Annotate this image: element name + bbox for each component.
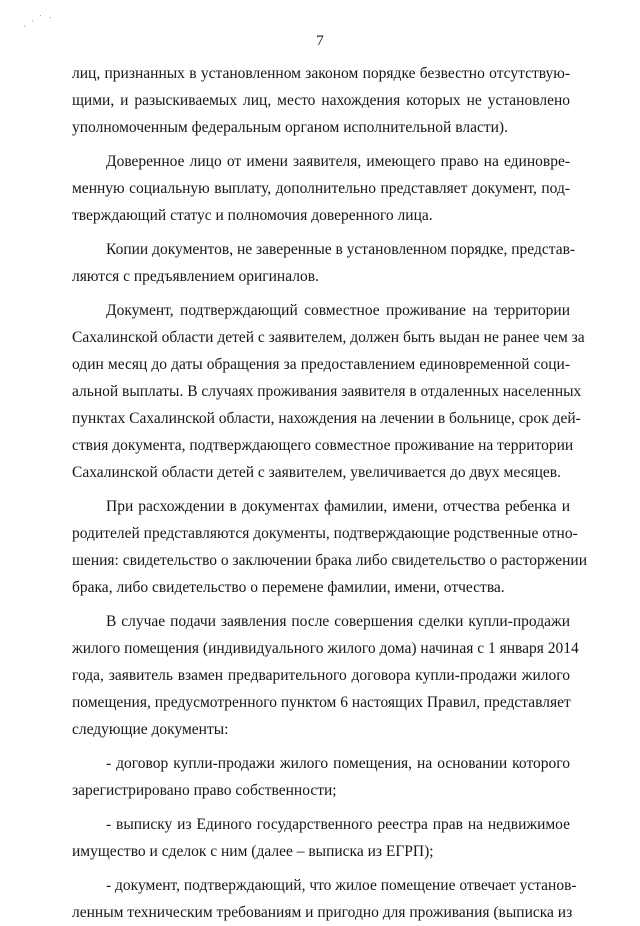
- text-line: помещения, предусмотренного пунктом 6 настоящих Правил, представляет: [72, 694, 571, 711]
- text-line: уполномоченным федеральным органом исполнительной власти).: [72, 119, 508, 136]
- text-line: тверждающий статус и полномочия доверенного лица.: [72, 207, 433, 224]
- document-body: [72, 60, 588, 926]
- text-line: щими, и разыскиваемых лиц, место нахождения которых не установлено: [72, 92, 570, 109]
- text-line: При расхождении в документах фамилии, имени, отчества ребенка и: [106, 498, 570, 515]
- text-line: - выписку из Единого государственного реестра прав на недвижимое: [106, 816, 570, 833]
- text-line: шения: свидетельство о заключении брака либо свидетельство о расторжении: [72, 552, 588, 569]
- text-line: лиц, признанных в установленном законом порядке безвестно отсутствую-: [72, 65, 570, 82]
- text-line: жилого помещения (индивидуального жилого дома) начиная с 1 января 2014: [72, 640, 579, 657]
- text-line: один месяц до даты обращения за предоставлением единовременной соци-: [72, 356, 570, 373]
- text-line: Документ, подтверждающий совместное проживание на территории: [106, 302, 570, 319]
- paragraph-6: [72, 608, 579, 743]
- text-line: брака, либо свидетельство о перемене фамилии, имени, отчества.: [72, 579, 505, 596]
- text-line: имущество и сделок с ним (далее – выписка из ЕГРП);: [72, 843, 434, 860]
- text-line: - документ, подтверждающий, что жилое помещение отвечает установ-: [106, 877, 577, 894]
- text-line: Доверенное лицо от имени заявителя, имеющего право на единовре-: [106, 153, 570, 170]
- text-line: ляются с предъявлением оригиналов.: [72, 268, 319, 285]
- paragraph-5: [72, 493, 588, 601]
- text-line: родителей представляются документы, подтверждающие родственные отно-: [72, 525, 578, 542]
- list-item-suitability-document: [72, 872, 577, 926]
- text-line: В случае подачи заявления после совершения сделки купли-продажи: [106, 613, 570, 630]
- text-line: - договор купли-продажи жилого помещения, на основании которого: [106, 755, 570, 772]
- paragraph-1: [72, 60, 570, 141]
- text-line: следующие документы:: [72, 721, 229, 738]
- page-number: 7: [316, 33, 324, 49]
- paragraph-4: [72, 297, 585, 486]
- text-line: менную социальную выплату, дополнительно представляет документ, под-: [72, 180, 570, 197]
- text-line: ленным техническим требованиям и пригодно для проживания (выписка из: [72, 904, 573, 921]
- text-line: пунктах Сахалинской области, нахождения на лечении в больнице, срок дей-: [72, 410, 581, 427]
- text-line: Копии документов, не заверенные в установленном порядке, представ-: [106, 241, 576, 258]
- list-item-egrp-extract: [72, 811, 570, 865]
- text-line: Сахалинской области детей с заявителем, должен быть выдан не ранее чем за: [72, 329, 585, 346]
- paragraph-2: [72, 148, 570, 229]
- text-line: ствия документа, подтверждающего совместное проживание на территории: [72, 437, 574, 454]
- paragraph-3: [72, 236, 576, 290]
- text-line: Сахалинской области детей с заявителем, увеличивается до двух месяцев.: [72, 464, 561, 481]
- scan-artifact: . · ˙ .: [21, 9, 55, 29]
- text-line: альной выплаты. В случаях проживания заявителя в отдаленных населенных: [72, 383, 582, 400]
- text-line: зарегистрировано право собственности;: [72, 782, 337, 799]
- text-line: года, заявитель взамен предварительного договора купли-продажи жилого: [72, 667, 570, 684]
- list-item-contract: [72, 750, 570, 804]
